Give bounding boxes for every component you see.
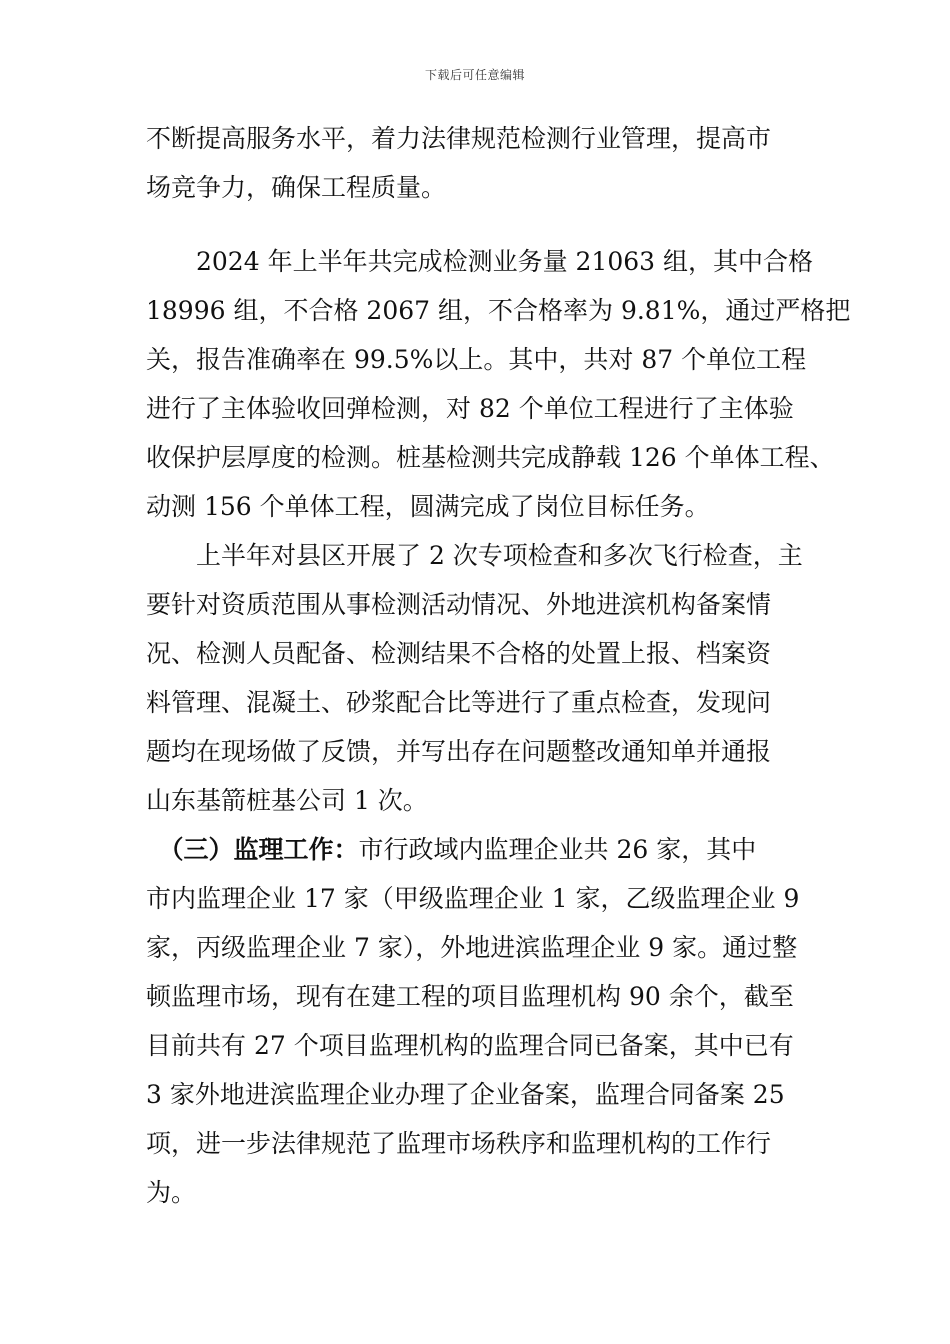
text-line: 18996 组，不合格 2067 组，不合格率为 9.81%，通过严格把 bbox=[146, 296, 851, 325]
text-line bbox=[146, 835, 756, 865]
text-line: 上半年对县区开展了 2 次专项检查和多次飞行检查，主 bbox=[146, 541, 803, 570]
text-line: 场竞争力，确保工程质量。 bbox=[146, 173, 447, 202]
text-line: 3 家外地进滨监理企业办理了企业备案，监理合同备案 25 bbox=[146, 1080, 785, 1109]
text-line: 2024 年上半年共完成检测业务量 21063 组，其中合格 bbox=[146, 247, 813, 276]
text-line: 山东基箭桩基公司 1 次。 bbox=[146, 786, 428, 815]
section-heading: （三）监理工作： bbox=[146, 835, 359, 864]
text-line: 进行了主体验收回弹检测，对 82 个单位工程进行了主体验 bbox=[146, 394, 794, 423]
text-line: 关，报告准确率在 99.5%以上。其中，共对 87 个单位工程 bbox=[146, 345, 807, 374]
text-line: 料管理、混凝土、砂浆配合比等进行了重点检查，发现问 bbox=[146, 688, 772, 717]
text-line: 收保护层厚度的检测。桩基检测共完成静载 126 个单体工程、 bbox=[146, 443, 835, 472]
text-line: 目前共有 27 个项目监理机构的监理合同已备案，其中已有 bbox=[146, 1031, 794, 1060]
text-line: 市内监理企业 17 家（甲级监理企业 1 家，乙级监理企业 9 bbox=[146, 884, 800, 913]
text-line: 况、检测人员配备、检测结果不合格的处置上报、档案资 bbox=[146, 639, 772, 668]
text-line-rest: 市行政域内监理企业共 26 家，其中 bbox=[358, 835, 757, 864]
text-line: 家，丙级监理企业 7 家），外地进滨监理企业 9 家。通过整 bbox=[146, 933, 798, 962]
text-line: 动测 156 个单体工程，圆满完成了岗位目标任务。 bbox=[146, 492, 710, 521]
text-line: 不断提高服务水平，着力法律规范检测行业管理，提高市 bbox=[146, 124, 772, 153]
text-line: 项，进一步法律规范了监理市场秩序和监理机构的工作行 bbox=[146, 1129, 772, 1158]
text-line: 要针对资质范围从事检测活动情况、外地进滨机构备案情 bbox=[146, 590, 772, 619]
page-header: 下载后可任意编辑 bbox=[424, 68, 525, 82]
text-line: 顿监理市场，现有在建工程的项目监理机构 90 余个，截至 bbox=[146, 982, 794, 1011]
text-line: 题均在现场做了反馈，并写出存在问题整改通知单并通报 bbox=[146, 737, 772, 766]
text-line: 为。 bbox=[146, 1178, 197, 1207]
